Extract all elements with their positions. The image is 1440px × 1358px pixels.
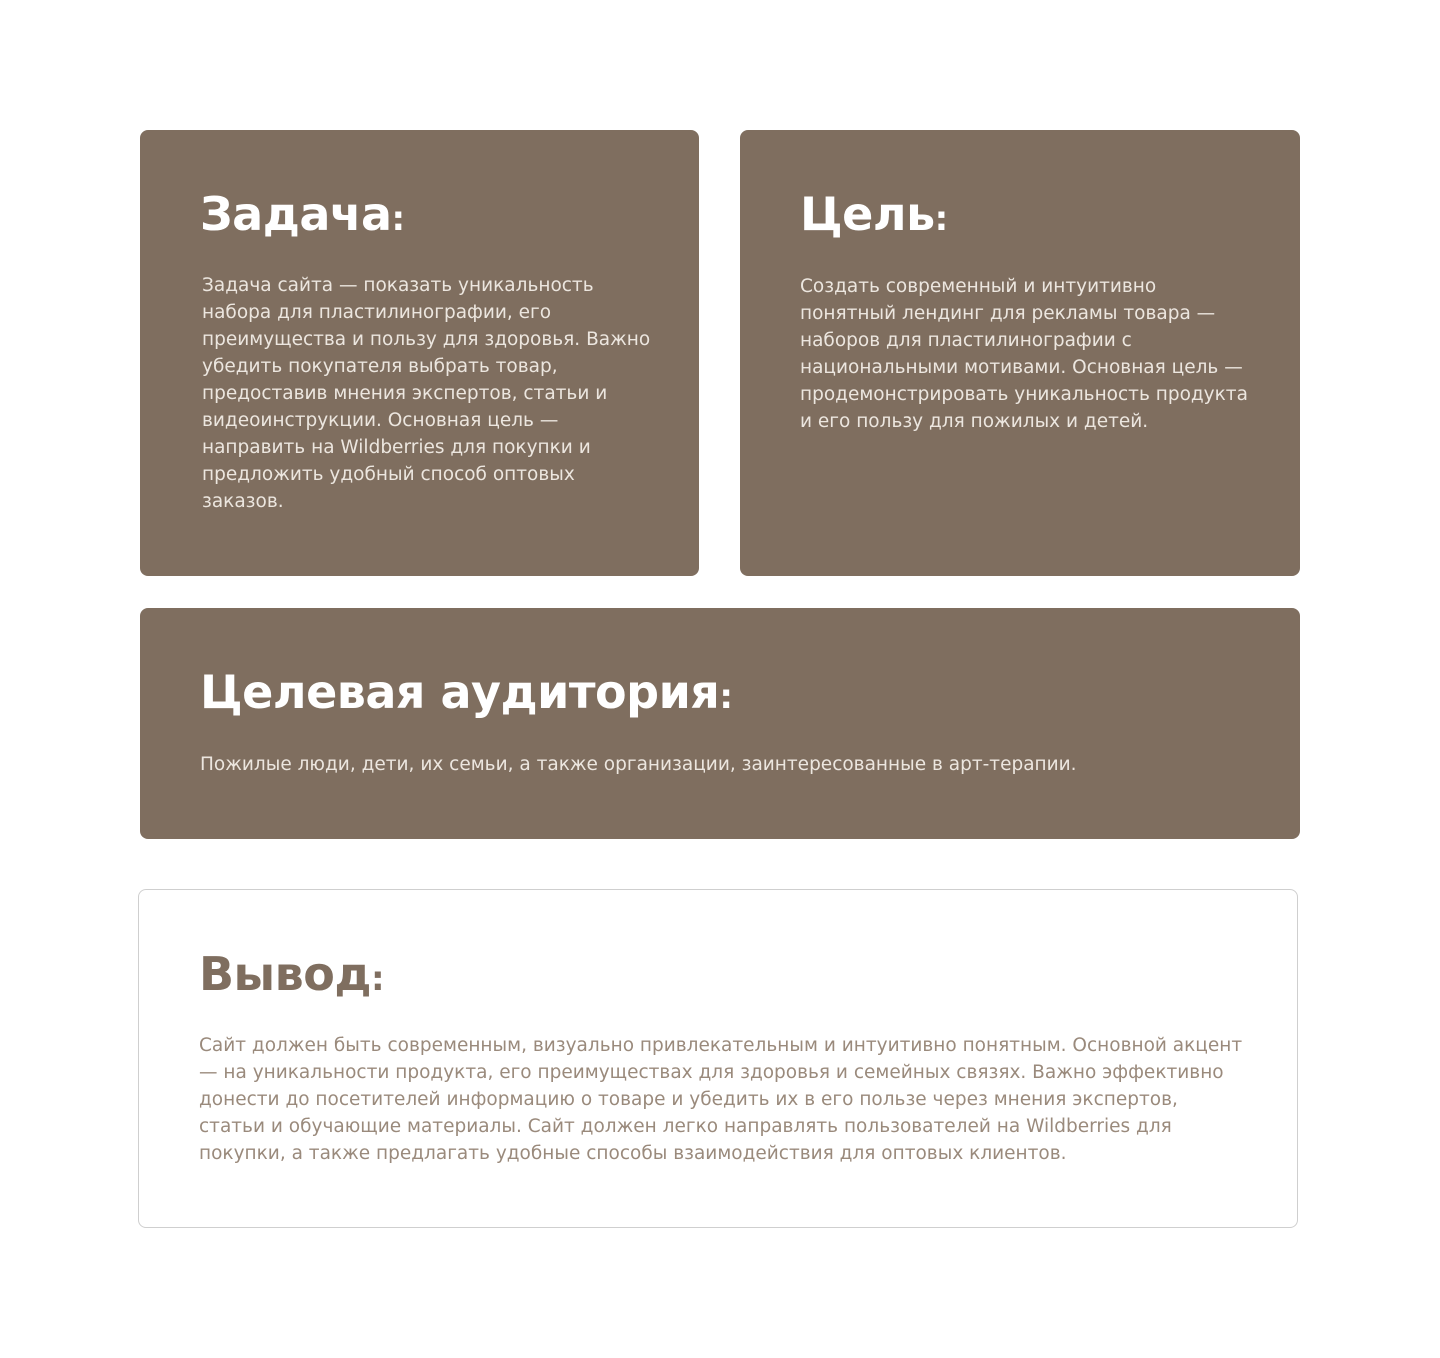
audience-description: Пожилые люди, дети, их семьи, а также организации, заинтересованные в арт-терапии. (200, 754, 1077, 775)
conclusion-title-text: Вывод (199, 947, 372, 1001)
task-card (140, 130, 699, 576)
conclusion-card (138, 889, 1298, 1228)
conclusion-title-colon: : (371, 959, 385, 999)
task-title-text: Задача (200, 187, 392, 241)
goal-title-text: Цель (800, 187, 935, 241)
goal-card (740, 130, 1300, 576)
audience-title-text: Целевая аудитория (200, 665, 720, 719)
goal-title-colon: : (934, 199, 948, 239)
task-title (200, 186, 405, 247)
audience-title (200, 664, 732, 725)
task-description: Задача сайта — показать уникальность набора для пластилинографии, его преимущества и пользу для здоровья. Важно убедить покупателя выбрать товар, предоставив мнения экспертов, статьи и видеоинструкции. Основная цель — направить на Wildberries для покупки и предложить удобный способ оптовых заказов. (202, 275, 651, 512)
goal-description: Создать современный и интуитивно понятный лендинг для рекламы товара — наборов для пластилинографии с национальными мотивами. Основная цель — продемонстрировать уникальность продукта и его пользу для пожилых и детей. (800, 276, 1248, 432)
audience-card (140, 608, 1300, 839)
goal-title (800, 186, 948, 247)
conclusion-title (199, 946, 384, 1007)
task-title-colon: : (391, 199, 405, 239)
conclusion-description: Сайт должен быть современным, визуально привлекательным и интуитивно понятным. Основной акцент — на уникальности продукта, его преимуществах для здоровья и семейных связях. Важно эффективно донести до посетителей информацию о товаре и убедить их в его пользе через мнения экспертов, статьи и обучающие материалы. Сайт должен легко направлять пользователей на Wildberries для покупки, а также предлагать удобные способы взаимодействия для оптовых клиентов. (199, 1035, 1243, 1164)
audience-title-colon: : (719, 677, 733, 717)
